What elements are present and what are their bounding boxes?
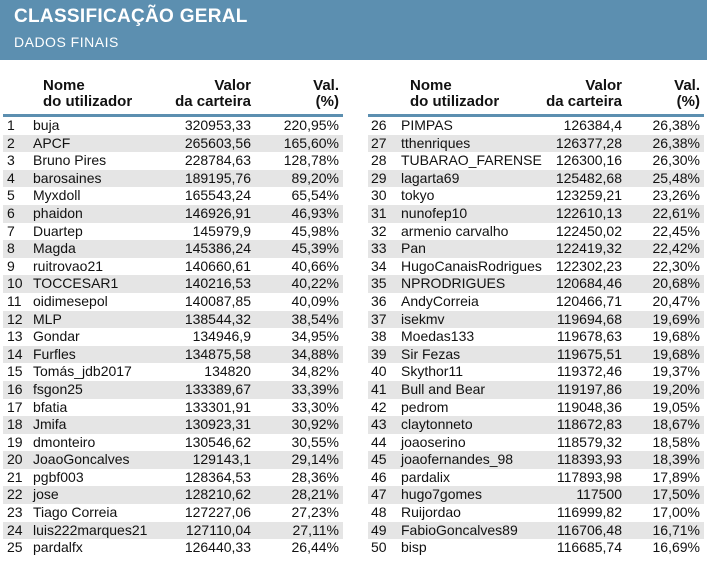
column-header-name: Nome do utilizador: [410, 77, 500, 110]
username-cell: Pan: [401, 240, 426, 257]
username-cell: TOCCESAR1: [33, 275, 119, 292]
username-cell: Jmifa: [33, 416, 67, 433]
username-cell: MLP: [33, 310, 62, 327]
table-row: [3, 311, 343, 329]
table-row: [368, 117, 704, 135]
rank-cell: 6: [7, 204, 15, 221]
portfolio-value-cell: 122610,13: [555, 204, 622, 221]
username-cell: pardalix: [401, 468, 451, 485]
table-row: [3, 258, 343, 276]
table-row: [368, 135, 704, 153]
ranking-table-right: [368, 78, 704, 557]
username-cell: Tiago Correia: [33, 504, 118, 521]
percent-change-cell: 34,82%: [291, 363, 339, 380]
page-subtitle: DADOS FINAIS: [14, 34, 119, 50]
rank-cell: 28: [371, 152, 387, 169]
table-row: [368, 170, 704, 188]
rank-cell: 33: [371, 240, 387, 257]
username-cell: lagarta69: [401, 169, 460, 186]
percent-change-cell: 18,39%: [652, 451, 700, 468]
portfolio-value-cell: 118393,93: [556, 451, 622, 468]
username-cell: Tomás_jdb2017: [33, 363, 132, 380]
rank-cell: 39: [371, 345, 387, 362]
table-row: [3, 152, 343, 170]
table-header: [3, 78, 343, 117]
percent-change-cell: 22,42%: [652, 240, 700, 257]
username-cell: Bull and Bear: [401, 380, 486, 397]
percent-change-cell: 18,67%: [652, 416, 700, 433]
table-row: [3, 293, 343, 311]
table-row: [368, 539, 704, 557]
percent-change-cell: 40,22%: [291, 275, 339, 292]
table-row: [3, 223, 343, 241]
rank-cell: 15: [7, 363, 23, 380]
percent-change-cell: 29,14%: [291, 451, 339, 468]
percent-change-cell: 22,45%: [652, 222, 700, 239]
rank-cell: 37: [371, 310, 387, 327]
rank-cell: 16: [7, 380, 23, 397]
rank-cell: 32: [371, 222, 387, 239]
username-cell: joaoserino: [401, 433, 466, 450]
percent-change-cell: 19,37%: [652, 363, 700, 380]
percent-change-cell: 33,30%: [291, 398, 339, 415]
username-cell: Ruijordao: [401, 504, 461, 521]
rank-cell: 43: [371, 416, 387, 433]
portfolio-value-cell: 118579,32: [556, 433, 622, 450]
table-row: [368, 504, 704, 522]
username-cell: oidimesepol: [33, 292, 108, 309]
percent-change-cell: 26,38%: [652, 117, 700, 133]
table-row: [3, 539, 343, 557]
portfolio-value-cell: 126377,28: [555, 134, 622, 151]
username-cell: pedrom: [401, 398, 449, 415]
table-row: [368, 416, 704, 434]
portfolio-value-cell: 127110,04: [185, 521, 251, 538]
percent-change-cell: 26,30%: [652, 152, 700, 169]
table-row: [368, 223, 704, 241]
username-cell: claytonneto: [401, 416, 473, 433]
portfolio-value-cell: 140087,85: [184, 292, 251, 309]
table-row: [368, 363, 704, 381]
percent-change-cell: 26,44%: [291, 539, 339, 556]
rank-cell: 47: [371, 486, 387, 503]
portfolio-value-cell: 145386,24: [184, 240, 251, 257]
table-row: [368, 258, 704, 276]
percent-change-cell: 45,98%: [291, 222, 339, 239]
username-cell: phaidon: [33, 204, 83, 221]
username-cell: Magda: [33, 240, 76, 257]
portfolio-value-cell: 134875,58: [184, 345, 251, 362]
rank-cell: 27: [371, 134, 387, 151]
portfolio-value-cell: 165543,24: [184, 187, 251, 204]
username-cell: dmonteiro: [33, 433, 96, 450]
table-row: [3, 504, 343, 522]
rank-cell: 41: [371, 380, 387, 397]
portfolio-value-cell: 127227,06: [184, 504, 251, 521]
portfolio-value-cell: 125482,68: [555, 169, 622, 186]
username-cell: APCF: [33, 134, 71, 151]
percent-change-cell: 45,39%: [291, 240, 339, 257]
table-row: [368, 469, 704, 487]
table-row: [3, 469, 343, 487]
rank-cell: 25: [7, 539, 23, 556]
percent-change-cell: 46,93%: [291, 204, 339, 221]
percent-change-cell: 20,68%: [652, 275, 700, 292]
username-cell: Bruno Pires: [33, 152, 107, 169]
portfolio-value-cell: 116685,74: [556, 539, 622, 556]
portfolio-value-cell: 320953,33: [184, 117, 251, 133]
percent-change-cell: 28,36%: [291, 468, 339, 485]
rank-cell: 9: [7, 257, 15, 274]
percent-change-cell: 18,58%: [652, 433, 700, 450]
username-cell: ruitrovao21: [33, 257, 104, 274]
table-row: [3, 451, 343, 469]
rank-cell: 49: [371, 521, 387, 538]
rank-cell: 20: [7, 451, 23, 468]
portfolio-value-cell: 118672,83: [556, 416, 622, 433]
portfolio-value-cell: 146926,91: [184, 204, 251, 221]
username-cell: buja: [33, 117, 60, 133]
portfolio-value-cell: 126300,16: [555, 152, 622, 169]
table-row: [368, 152, 704, 170]
username-cell: JoaoGoncalves: [33, 451, 130, 468]
rank-cell: 2: [7, 134, 15, 151]
rank-cell: 36: [371, 292, 387, 309]
percent-change-cell: 30,92%: [291, 416, 339, 433]
rank-cell: 34: [371, 257, 387, 274]
table-row: [368, 205, 704, 223]
rank-cell: 44: [371, 433, 387, 450]
table-row: [368, 240, 704, 258]
rank-cell: 50: [371, 539, 387, 556]
portfolio-value-cell: 145979,9: [192, 222, 251, 239]
table-row: [3, 381, 343, 399]
table-row: [3, 240, 343, 258]
table-row: [3, 416, 343, 434]
percent-change-cell: 16,69%: [652, 539, 700, 556]
username-cell: joaofernandes_98: [401, 451, 514, 468]
rank-cell: 31: [371, 204, 387, 221]
username-cell: TUBARAO_FARENSE: [401, 152, 542, 169]
portfolio-value-cell: 119694,68: [556, 310, 622, 327]
username-cell: FabioGoncalves89: [401, 521, 518, 538]
table-body: [3, 117, 343, 557]
username-cell: bisp: [401, 539, 427, 556]
rank-cell: 8: [7, 240, 15, 257]
percent-change-cell: 17,00%: [652, 504, 700, 521]
portfolio-value-cell: 119048,36: [556, 398, 622, 415]
table-row: [3, 363, 343, 381]
portfolio-value-cell: 122302,23: [555, 257, 622, 274]
portfolio-value-cell: 140660,61: [184, 257, 251, 274]
table-row: [3, 328, 343, 346]
percent-change-cell: 40,66%: [291, 257, 339, 274]
ranking-table-left: [3, 78, 343, 557]
percent-change-cell: 17,50%: [652, 486, 700, 503]
rank-cell: 12: [7, 310, 23, 327]
portfolio-value-cell: 122419,32: [555, 240, 622, 257]
rank-cell: 21: [7, 468, 23, 485]
table-row: [368, 187, 704, 205]
portfolio-value-cell: 128364,53: [184, 468, 251, 485]
rank-cell: 23: [7, 504, 23, 521]
username-cell: barosaines: [33, 169, 102, 186]
table-row: [368, 451, 704, 469]
percent-change-cell: 65,54%: [291, 187, 339, 204]
rank-cell: 22: [7, 486, 23, 503]
rank-cell: 17: [7, 398, 23, 415]
username-cell: Sir Fezas: [401, 345, 461, 362]
portfolio-value-cell: 119372,46: [556, 363, 622, 380]
portfolio-value-cell: 128210,62: [184, 486, 251, 503]
username-cell: bfatia: [33, 398, 68, 415]
page-title: CLASSIFICAÇÃO GERAL: [14, 6, 248, 27]
portfolio-value-cell: 116706,48: [556, 521, 622, 538]
percent-change-cell: 89,20%: [291, 169, 339, 186]
portfolio-value-cell: 130546,62: [184, 433, 251, 450]
portfolio-value-cell: 123259,21: [555, 187, 622, 204]
percent-change-cell: 19,68%: [652, 345, 700, 362]
table-row: [3, 135, 343, 153]
portfolio-value-cell: 265603,56: [184, 134, 251, 151]
rank-cell: 19: [7, 433, 23, 450]
table-row: [368, 346, 704, 364]
portfolio-value-cell: 126440,33: [184, 539, 251, 556]
portfolio-value-cell: 120466,71: [555, 292, 622, 309]
username-cell: isekmv: [401, 310, 445, 327]
username-cell: pardalfx: [33, 539, 83, 556]
percent-change-cell: 33,39%: [291, 380, 339, 397]
portfolio-value-cell: 133301,91: [184, 398, 251, 415]
table-row: [3, 275, 343, 293]
column-header-value: Valor da carteira: [175, 77, 251, 110]
rank-cell: 35: [371, 275, 387, 292]
username-cell: HugoCanaisRodrigues: [401, 257, 542, 274]
rank-cell: 48: [371, 504, 387, 521]
rank-cell: 26: [371, 117, 387, 133]
username-cell: luis222marques21: [33, 521, 148, 538]
percent-change-cell: 34,88%: [291, 345, 339, 362]
portfolio-value-cell: 117893,98: [556, 468, 622, 485]
username-cell: AndyCorreia: [401, 292, 479, 309]
table-row: [3, 434, 343, 452]
table-row: [368, 328, 704, 346]
username-cell: Skythor11: [401, 363, 463, 380]
username-cell: Gondar: [33, 328, 80, 345]
username-cell: tthenriques: [401, 134, 471, 151]
rank-cell: 10: [7, 275, 23, 292]
percent-change-cell: 19,69%: [652, 310, 700, 327]
percent-change-cell: 28,21%: [291, 486, 339, 503]
rank-cell: 40: [371, 363, 387, 380]
portfolio-value-cell: 134946,9: [192, 328, 251, 345]
table-row: [3, 170, 343, 188]
username-cell: NPRODRIGUES: [401, 275, 506, 292]
portfolio-value-cell: 140216,53: [184, 275, 251, 292]
rank-cell: 38: [371, 328, 387, 345]
portfolio-value-cell: 228784,63: [184, 152, 251, 169]
table-row: [368, 311, 704, 329]
username-cell: hugo7gomes: [401, 486, 482, 503]
username-cell: Myxdoll: [33, 187, 81, 204]
rank-cell: 45: [371, 451, 387, 468]
column-header-name: Nome do utilizador: [43, 77, 133, 110]
username-cell: Moedas133: [401, 328, 475, 345]
portfolio-value-cell: 133389,67: [184, 380, 251, 397]
portfolio-value-cell: 138544,32: [184, 310, 251, 327]
rank-cell: 11: [7, 292, 22, 309]
percent-change-cell: 16,71%: [652, 521, 700, 538]
portfolio-value-cell: 116999,82: [556, 504, 622, 521]
username-cell: jose: [33, 486, 59, 503]
percent-change-cell: 20,47%: [652, 292, 700, 309]
table-row: [368, 293, 704, 311]
username-cell: fsgon25: [33, 380, 83, 397]
username-cell: PIMPAS: [401, 117, 453, 133]
table-row: [368, 399, 704, 417]
percent-change-cell: 23,26%: [652, 187, 700, 204]
rank-cell: 30: [371, 187, 387, 204]
rank-cell: 5: [7, 187, 15, 204]
column-header-pct: Val. (%): [674, 77, 700, 110]
username-cell: pgbf003: [33, 468, 84, 485]
portfolio-value-cell: 119197,86: [556, 380, 622, 397]
percent-change-cell: 220,95%: [283, 117, 339, 133]
table-row: [3, 187, 343, 205]
portfolio-value-cell: 189195,76: [184, 169, 251, 186]
percent-change-cell: 38,54%: [291, 310, 339, 327]
percent-change-cell: 25,48%: [652, 169, 700, 186]
table-row: [368, 381, 704, 399]
rank-cell: 3: [7, 152, 15, 169]
portfolio-value-cell: 119675,51: [556, 345, 622, 362]
rank-cell: 42: [371, 398, 387, 415]
rank-cell: 4: [7, 169, 15, 186]
column-header-pct: Val. (%): [313, 77, 339, 110]
table-row: [3, 522, 343, 540]
percent-change-cell: 27,11%: [292, 521, 339, 538]
table-header: [368, 78, 704, 117]
portfolio-value-cell: 122450,02: [555, 222, 622, 239]
table-row: [368, 275, 704, 293]
percent-change-cell: 128,78%: [283, 152, 339, 169]
rank-cell: 1: [7, 117, 15, 133]
username-cell: Furfles: [33, 345, 76, 362]
table-row: [368, 522, 704, 540]
percent-change-cell: 26,38%: [652, 134, 700, 151]
portfolio-value-cell: 129143,1: [192, 451, 251, 468]
percent-change-cell: 17,89%: [652, 468, 700, 485]
rank-cell: 46: [371, 468, 387, 485]
portfolio-value-cell: 117500: [576, 486, 622, 503]
portfolio-value-cell: 134820: [204, 363, 251, 380]
percent-change-cell: 22,61%: [652, 204, 700, 221]
percent-change-cell: 19,68%: [652, 328, 700, 345]
username-cell: tokyo: [401, 187, 435, 204]
portfolio-value-cell: 130923,31: [184, 416, 251, 433]
username-cell: nunofep10: [401, 204, 468, 221]
table-row: [368, 434, 704, 452]
percent-change-cell: 165,60%: [283, 134, 339, 151]
portfolio-value-cell: 126384,4: [563, 117, 622, 133]
percent-change-cell: 34,95%: [291, 328, 339, 345]
table-row: [3, 205, 343, 223]
table-row: [3, 486, 343, 504]
percent-change-cell: 30,55%: [291, 433, 339, 450]
header-banner: [0, 0, 707, 60]
rank-cell: 13: [7, 328, 23, 345]
percent-change-cell: 19,20%: [652, 380, 700, 397]
percent-change-cell: 19,05%: [652, 398, 700, 415]
rank-cell: 18: [7, 416, 23, 433]
rank-cell: 14: [7, 345, 23, 362]
rank-cell: 24: [7, 521, 23, 538]
table-body: [368, 117, 704, 557]
username-cell: Duartep: [33, 222, 83, 239]
percent-change-cell: 27,23%: [291, 504, 339, 521]
table-row: [368, 486, 704, 504]
table-row: [3, 117, 343, 135]
portfolio-value-cell: 119678,63: [556, 328, 622, 345]
percent-change-cell: 22,30%: [652, 257, 700, 274]
username-cell: armenio carvalho: [401, 222, 509, 239]
percent-change-cell: 40,09%: [291, 292, 339, 309]
table-row: [3, 399, 343, 417]
column-header-value: Valor da carteira: [546, 77, 622, 110]
portfolio-value-cell: 120684,46: [555, 275, 622, 292]
table-row: [3, 346, 343, 364]
rank-cell: 29: [371, 169, 387, 186]
rank-cell: 7: [7, 222, 15, 239]
